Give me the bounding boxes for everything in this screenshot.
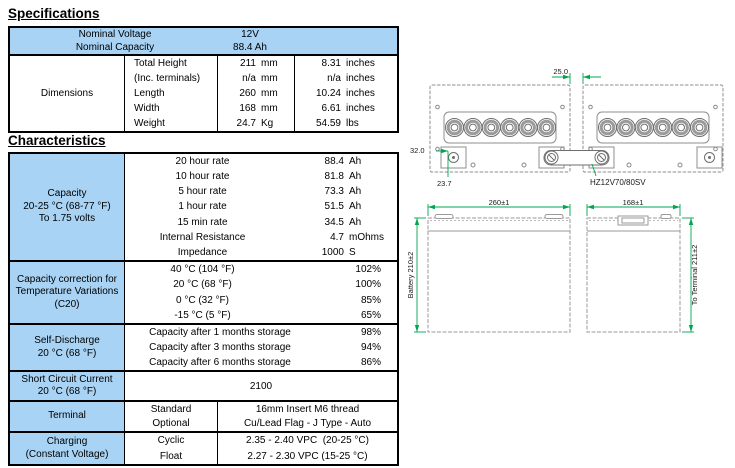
specifications-heading: Specifications [8, 6, 100, 21]
label-line: 20 °C (68 °F) [37, 347, 97, 359]
metric-value: 168 [239, 103, 256, 114]
capacity-section [10, 154, 397, 260]
table-row [125, 86, 397, 101]
terminal-section [10, 400, 397, 431]
label-line: (C20) [54, 298, 80, 310]
imperial-unit: inches [346, 58, 375, 69]
table-row [125, 340, 397, 355]
terminal-offset-y-label: 23.7 [437, 179, 452, 188]
nominal-voltage-label: Nominal Voltage [78, 29, 152, 40]
temp-name: -15 °C (5 °F) [174, 309, 231, 321]
temp-value: 100% [355, 279, 381, 291]
table-row [125, 101, 397, 116]
terminal-type: Standard [125, 402, 218, 417]
temp-value: 65% [360, 309, 381, 321]
rate-value: 88.4 [324, 156, 344, 168]
metric-unit: mm [261, 103, 278, 114]
capacity-rows [125, 154, 397, 260]
rate-value: 1000 [321, 246, 344, 258]
dim-imperial-cell [295, 73, 397, 84]
metric-unit: Kg [261, 118, 274, 129]
front-height-dimension [414, 218, 426, 332]
short-circuit-label [10, 372, 125, 400]
battery-front-view [428, 215, 570, 333]
table-row [125, 325, 397, 340]
charging-mode: Cyclic [125, 433, 218, 449]
dim-imperial-cell [295, 88, 397, 99]
terminal-type: Optional [125, 417, 218, 432]
table-row [125, 293, 397, 308]
rate-value: 51.5 [324, 201, 344, 213]
rate-value: 81.8 [324, 171, 344, 183]
terminal-offset-dimension [436, 151, 448, 177]
self-discharge-section [10, 323, 397, 370]
label-line: Short Circuit Current [21, 373, 113, 385]
table-row [125, 169, 397, 184]
table-row [125, 245, 397, 260]
imperial-value: 54.59 [315, 118, 341, 129]
dim-name: Total Height [125, 56, 218, 71]
label-line: 20-25 °C (68-77 °F) [23, 200, 111, 212]
label-line: Terminal [48, 410, 86, 422]
table-row [125, 262, 397, 277]
rate-unit: Ah [349, 171, 362, 183]
imperial-value: 8.31 [321, 58, 341, 69]
rate-unit: Ah [349, 156, 362, 168]
label-line: Charging [46, 436, 88, 447]
rate-name: 5 hour rate [178, 186, 227, 198]
imperial-value: n/a [327, 73, 341, 84]
terminal-value: 16mm Insert M6 thread [255, 403, 360, 415]
dim-name: (Inc. terminals) [125, 71, 218, 86]
temp-value: 102% [355, 264, 381, 276]
temp-correction-section [10, 260, 397, 323]
nominal-voltage-value: 12V [241, 29, 259, 40]
terminal-offset-x-label: 32.0 [410, 146, 425, 155]
table-row [125, 449, 397, 465]
dim-name: Weight [125, 116, 218, 131]
imperial-unit: inches [346, 88, 375, 99]
gap-dimension-label: 25.0 [553, 67, 568, 76]
dim-imperial-cell [295, 118, 397, 129]
table-row [125, 355, 397, 370]
imperial-value: 10.24 [315, 88, 341, 99]
metric-value: 24.7 [236, 118, 256, 129]
self-discharge-label [10, 325, 125, 370]
storage-value: 94% [360, 342, 381, 353]
dim-imperial-cell [295, 103, 397, 114]
table-row [125, 56, 397, 71]
nominal-capacity-row [10, 41, 397, 54]
short-circuit-section [10, 370, 397, 400]
imperial-unit: inches [346, 73, 375, 84]
short-circuit-value: 2100 [249, 380, 273, 392]
metric-value: n/a [242, 73, 256, 84]
rate-name: Impedance [177, 246, 228, 258]
dim-metric-cell [218, 86, 295, 101]
table-row [125, 417, 397, 432]
imperial-value: 6.61 [321, 103, 341, 114]
charging-mode: Float [125, 449, 218, 465]
dim-name: Width [125, 101, 218, 116]
rate-name: 15 min rate [177, 216, 228, 228]
metric-unit: mm [261, 73, 278, 84]
terminal-value: Cu/Lead Flag - J Type - Auto [243, 418, 372, 430]
table-row [125, 402, 397, 417]
label-line: To 1.75 volts [38, 213, 96, 225]
label-line: Capacity [47, 188, 87, 200]
side-height-label: To Terminal 211±2 [690, 244, 699, 306]
dimensions-section [10, 54, 397, 131]
charging-value: 2.35 - 2.40 VPC (20-25 °C) [246, 435, 369, 447]
table-row [125, 277, 397, 292]
battery-side-view [587, 215, 680, 333]
table-row [125, 433, 397, 449]
label-line: Capacity correction for [16, 273, 118, 285]
metric-unit: mm [261, 58, 278, 69]
self-discharge-rows [125, 325, 397, 370]
label-line: (Constant Voltage) [25, 448, 109, 460]
table-row [125, 230, 397, 245]
capacity-label [10, 154, 125, 260]
storage-name: Capacity after 1 months storage [149, 327, 291, 338]
imperial-unit: inches [346, 103, 375, 114]
table-row [125, 308, 397, 323]
temp-name: 20 °C (68 °F) [173, 279, 232, 291]
label-line: Self-Discharge [34, 335, 100, 346]
model-leader-line [592, 164, 596, 176]
terminal-rows [125, 402, 397, 431]
storage-name: Capacity after 6 months storage [149, 357, 291, 368]
imperial-unit: lbs [346, 118, 359, 129]
charging-label [10, 433, 125, 464]
storage-name: Capacity after 3 months storage [149, 342, 291, 353]
dim-metric-cell [218, 71, 295, 86]
temp-value: 85% [360, 294, 381, 306]
dim-name: Length [125, 86, 218, 101]
nominal-capacity-value: 88.4 Ah [233, 42, 267, 53]
table-row [125, 199, 397, 214]
storage-value: 86% [360, 357, 381, 368]
rate-unit: Ah [349, 216, 362, 228]
dim-imperial-cell [295, 58, 397, 69]
rate-name: 1 hour rate [178, 201, 227, 213]
connector-bolt [595, 151, 608, 164]
metric-unit: mm [261, 88, 278, 99]
label-line: Temperature Variations [15, 286, 119, 298]
table-row [125, 154, 397, 169]
characteristics-table [8, 152, 399, 466]
rate-value: 4.7 [330, 231, 344, 243]
front-width-label: 260±1 [488, 198, 510, 207]
metric-value: 260 [239, 88, 256, 99]
rate-unit: Ah [349, 201, 362, 213]
rate-value: 73.3 [324, 186, 344, 198]
temp-correction-label [10, 262, 125, 323]
specifications-table [8, 26, 399, 133]
model-label: HZ12V70/80SV [590, 178, 646, 187]
series-connector [544, 151, 609, 166]
label-line: 20 °C (68 °F) [37, 386, 97, 397]
rate-name: Internal Resistance [159, 231, 246, 243]
dimensions-rows [125, 56, 397, 131]
vent-caps [446, 119, 556, 137]
rate-unit: mOhms [349, 231, 384, 243]
dim-metric-cell [218, 101, 295, 116]
storage-value: 98% [360, 327, 381, 338]
table-row [125, 215, 397, 230]
connector-bolt [545, 151, 558, 164]
negative-terminal [441, 147, 466, 168]
rate-unit: S [349, 246, 356, 258]
table-row [125, 71, 397, 86]
charging-value: 2.27 - 2.30 VPC (15-25 °C) [247, 450, 368, 462]
vent-caps [599, 119, 709, 137]
side-width-label: 168±1 [622, 198, 644, 207]
metric-value: 211 [240, 58, 256, 69]
rate-unit: Ah [349, 186, 362, 198]
battery-technical-drawing [400, 50, 735, 390]
negative-terminal [697, 147, 722, 168]
table-row [125, 116, 397, 131]
rate-name: 20 hour rate [175, 156, 230, 168]
front-height-label: Battery 210±2 [406, 251, 415, 299]
table-row [125, 184, 397, 199]
temp-name: 0 °C (32 °F) [175, 294, 229, 306]
rate-value: 34.5 [324, 216, 344, 228]
charging-rows [125, 433, 397, 464]
temp-name: 40 °C (104 °F) [170, 264, 235, 276]
dim-metric-cell [218, 116, 295, 131]
rate-name: 10 hour rate [175, 171, 230, 183]
temp-correction-rows [125, 262, 397, 323]
dim-metric-cell [218, 56, 295, 71]
dimensions-label: Dimensions [10, 56, 125, 131]
charging-section [10, 431, 397, 464]
nominal-capacity-label: Nominal Capacity [75, 42, 155, 53]
nominal-voltage-row [10, 28, 397, 41]
characteristics-heading: Characteristics [8, 133, 106, 148]
terminal-label [10, 402, 125, 431]
